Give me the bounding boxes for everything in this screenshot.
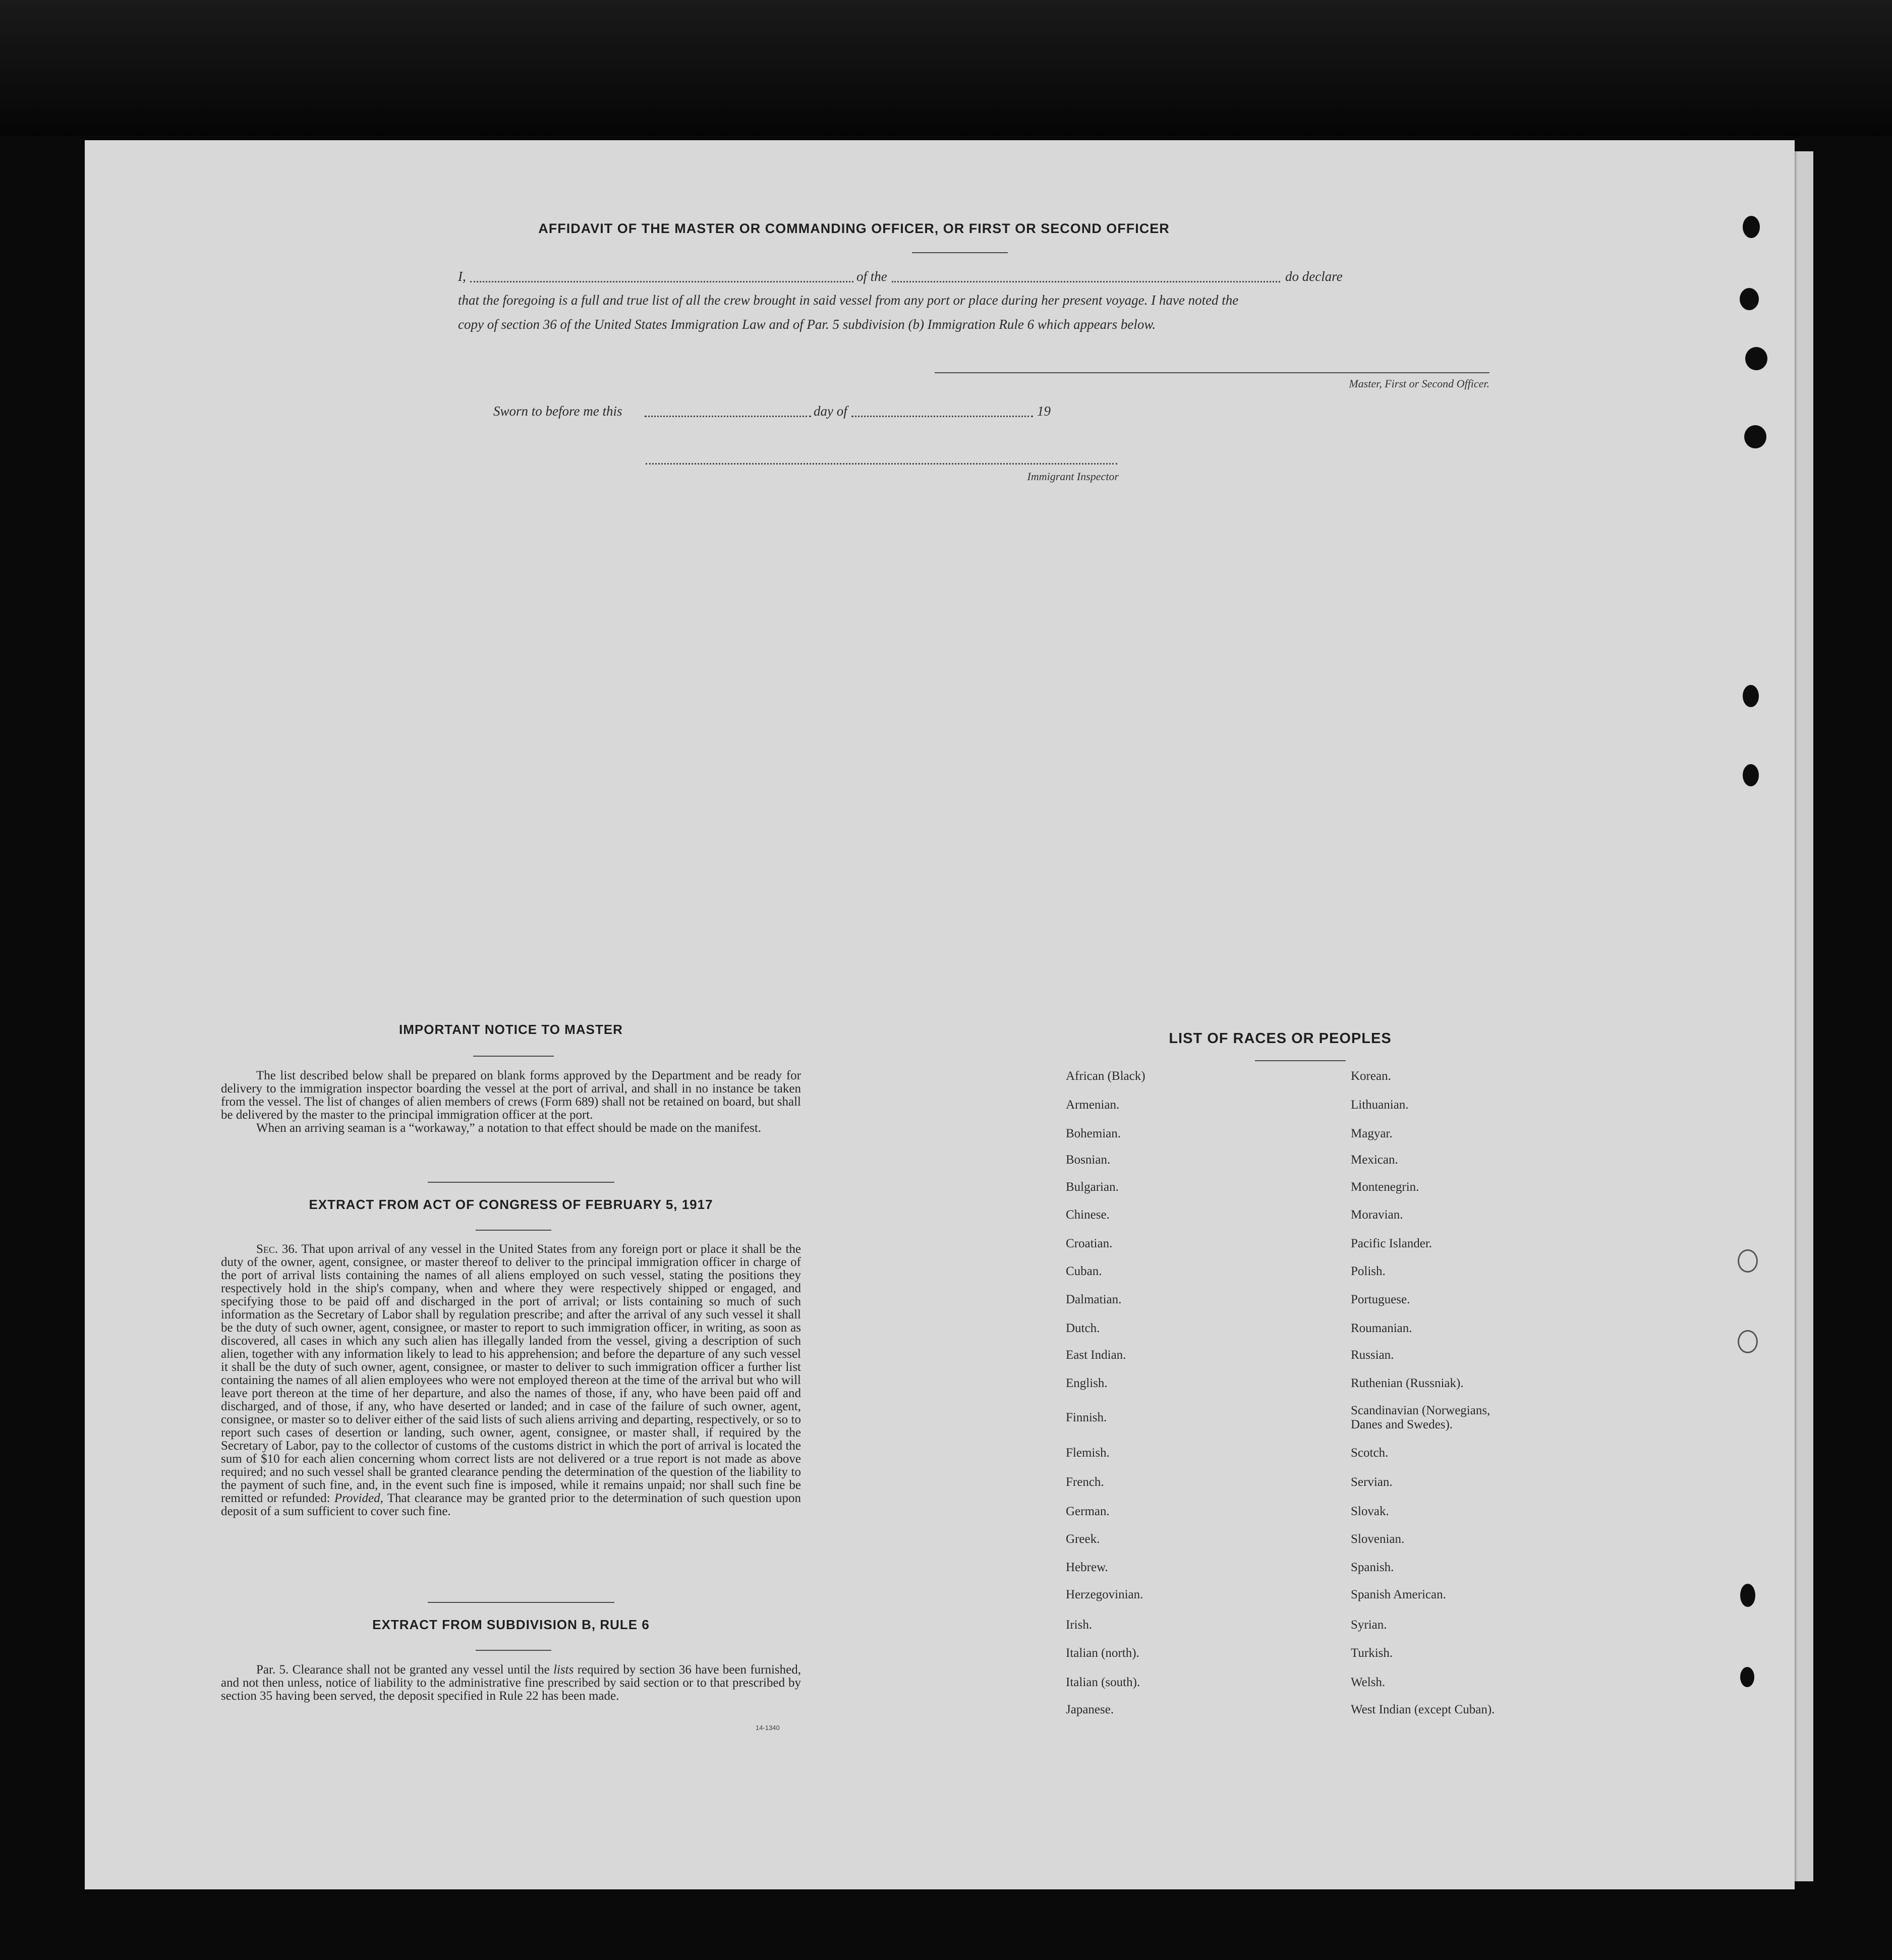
affidavit-of-the: of the [856, 269, 887, 284]
binder-hole [1743, 764, 1759, 786]
master-signature-label: Master, First or Second Officer. [1349, 377, 1489, 390]
sworn-day-blank[interactable] [645, 416, 811, 417]
rule-text-b: required by section 36 have been furnished, and not then unless, notice of liability to the administrative fine prescribed by said section or to that prescribed by section 35 having been served, the deposit specified in Rule 22 has been made. [221, 1663, 801, 1703]
form-number: 14-1340 [756, 1724, 780, 1732]
affidavit-title: AFFIDAVIT OF THE MASTER OR COMMANDING OFFICER, OR FIRST OR SECOND OFFICER [538, 221, 1170, 236]
race-item: Greek. [1066, 1532, 1100, 1546]
race-item: Scandinavian (Norwegians, Danes and Swedes). [1351, 1404, 1490, 1431]
rule-title-rule [476, 1650, 551, 1651]
race-item: Russian. [1351, 1348, 1394, 1362]
sworn-prefix: Sworn to before me this [493, 403, 622, 419]
race-item: African (Black) [1066, 1069, 1145, 1083]
race-item: Moravian. [1351, 1208, 1403, 1222]
affidavit-i: I, [458, 269, 466, 284]
act-sec-label: Sec. 36. [256, 1242, 298, 1256]
notice-body [221, 1069, 801, 1135]
binder-hole [1740, 1584, 1755, 1607]
race-item: Turkish. [1351, 1646, 1393, 1660]
race-item: Roumanian. [1351, 1321, 1412, 1335]
race-item: German. [1066, 1505, 1110, 1518]
act-proviso-label: Provided, [334, 1491, 383, 1505]
race-item: West Indian (except Cuban). [1351, 1703, 1495, 1716]
binder-hole [1738, 1330, 1758, 1353]
race-item: Armenian. [1066, 1098, 1120, 1112]
race-item: Chinese. [1066, 1208, 1110, 1222]
race-item: Hebrew. [1066, 1561, 1108, 1574]
race-item: Pacific Islander. [1351, 1237, 1432, 1250]
affidavit-line-3: copy of section 36 of the United States Immigration Law and of Par. 5 subdivision (b) Immigration Rule 6 which appears below. [458, 317, 1156, 332]
race-item: Lithuanian. [1351, 1098, 1409, 1112]
act-body [221, 1243, 801, 1518]
affidavit-title-rule [912, 252, 1008, 253]
rule-text-a: Par. 5. Clearance shall not be granted any vessel until the [256, 1663, 550, 1677]
binder-hole [1743, 685, 1759, 707]
document-page [85, 140, 1795, 1889]
race-item: Scotch. [1351, 1446, 1389, 1460]
sworn-line [493, 403, 1149, 421]
act-proviso: That clearance may be granted prior to the determination of such question upon deposit of a sum sufficient to cover such fine. [221, 1491, 801, 1518]
notice-title: IMPORTANT NOTICE TO MASTER [399, 1022, 623, 1037]
race-item: Japanese. [1066, 1703, 1114, 1716]
sworn-month-blank[interactable] [851, 416, 1033, 417]
race-item: Mexican. [1351, 1153, 1398, 1167]
inspector-label: Immigrant Inspector [1027, 470, 1119, 483]
binder-hole [1738, 1249, 1758, 1273]
affidavit-do-declare: do declare [1285, 269, 1343, 284]
master-signature-line[interactable] [935, 372, 1489, 373]
act-title: EXTRACT FROM ACT OF CONGRESS OF FEBRUARY 5, 1917 [309, 1197, 713, 1212]
race-item: French. [1066, 1475, 1104, 1489]
act-divider [428, 1602, 614, 1603]
binder-hole [1743, 216, 1760, 238]
scanner-top-band [0, 0, 1892, 136]
race-item: Croatian. [1066, 1237, 1113, 1250]
rule-text-lists: lists [553, 1663, 574, 1677]
name-blank[interactable] [470, 281, 853, 282]
race-item: Ruthenian (Russniak). [1351, 1376, 1464, 1390]
race-item: Syrian. [1351, 1618, 1387, 1632]
affidavit-line-2: that the foregoing is a full and true list of all the crew brought in said vessel from any port or place during her present voyage. I have noted the [458, 293, 1239, 308]
race-item: Italian (north). [1066, 1646, 1139, 1660]
inspector-signature-line[interactable] [646, 463, 1117, 465]
rule-body [221, 1663, 801, 1703]
binder-hole [1745, 347, 1767, 370]
race-item: Bosnian. [1066, 1153, 1111, 1167]
notice-para-1: The list described below shall be prepared on blank forms approved by the Department and be ready for delivery to the immigration inspector boarding the vessel at the port of arrival, and shall in no instance be taken from the vessel. The list of changes of alien members of crews (Form 689) shall not be retained on board, but shall be delivered by the master to the principal immigration officer at the port. [221, 1069, 801, 1122]
race-item: Portuguese. [1351, 1293, 1410, 1306]
race-item: Dalmatian. [1066, 1293, 1122, 1306]
act-title-rule [476, 1230, 551, 1231]
notice-title-rule [473, 1056, 554, 1057]
race-item: Spanish American. [1351, 1588, 1446, 1601]
race-item: Bulgarian. [1066, 1180, 1119, 1194]
binder-hole [1740, 288, 1759, 310]
binder-hole [1740, 1667, 1754, 1687]
races-title: LIST OF RACES OR PEOPLES [1169, 1030, 1392, 1047]
race-item: Magyar. [1351, 1127, 1393, 1140]
race-item: Korean. [1351, 1069, 1391, 1083]
race-item: Herzegovinian. [1066, 1588, 1143, 1601]
race-item: Dutch. [1066, 1321, 1100, 1335]
race-item: Servian. [1351, 1475, 1393, 1489]
race-item: Irish. [1066, 1618, 1093, 1632]
race-item: Cuban. [1066, 1264, 1102, 1278]
race-item: Slovenian. [1351, 1532, 1405, 1546]
race-item: Polish. [1351, 1264, 1386, 1278]
race-item: English. [1066, 1376, 1108, 1390]
race-item: Italian (south). [1066, 1676, 1140, 1689]
race-item: Bohemian. [1066, 1127, 1121, 1140]
act-text: That upon arrival of any vessel in the United States from any foreign port or place it shall be the duty of the owner, agent, consignee, or master thereof to deliver to the principal immigration officer in charge of the port of arrival lists containing the names of all aliens employed on such vessel, stating the positions they respectively hold in the ship's company, when and where they were respectively shipped or engaged, and specifying those to be paid off and discharged in the port of arrival; or lists containing so much of such information as the Secretary of Labor shall by regulation prescribe; and after the arrival of any such vessel it shall be the duty of such owner, agent, consignee, or master to report to such immigration officer, in writing, as soon as discovered, all cases in which any such alien has illegally landed from the vessel, giving a description of such alien, together with any information likely to lead to his apprehension; and before the departure of any such vessel it shall be the duty of such owner, agent, consignee, or master to deliver to such immigration officer a further list containing the names of all alien employees who were not employed thereon at the time of the arrival but who will leave port thereon at the time of her departure, and also the names of those, if any, who have been paid off and discharged, and of those, if any, who have deserted or landed; and in case of the failure of such owner, agent, consignee, or master so to deliver either of the said lists of such aliens arriving and departing, respectively, or so to report such cases of desertion or landing, such owner, agent, consignee, or master shall, if required by the Secretary of Labor, pay to the collector of customs of the customs district in which the port of arrival is located the sum of $10 for each alien concerning whom correct lists are not delivered or a true report is not made as above required; and no such vessel shall be granted clearance pending the determination of the question of the liability to the payment of such fine, and, in the event such fine is imposed, while it remains unpaid; nor shall such fine be remitted or refunded: [221, 1242, 801, 1505]
vessel-blank[interactable] [892, 281, 1280, 282]
race-item: Finnish. [1066, 1411, 1107, 1424]
race-item: Montenegrin. [1351, 1180, 1419, 1194]
affidavit-line-1 [458, 269, 1517, 286]
race-item: Welsh. [1351, 1676, 1386, 1689]
sworn-day-of: day of [814, 403, 847, 419]
binder-hole [1744, 425, 1766, 448]
race-item: Slovak. [1351, 1505, 1389, 1518]
race-item: Flemish. [1066, 1446, 1110, 1460]
sworn-year: 19 [1037, 403, 1051, 419]
race-item: East Indian. [1066, 1348, 1126, 1362]
notice-para-2: When an arriving seaman is a “workaway,” a notation to that effect should be made on the manifest. [256, 1121, 762, 1135]
races-title-rule [1255, 1060, 1346, 1061]
race-item: Spanish. [1351, 1561, 1394, 1574]
rule-title: EXTRACT FROM SUBDIVISION B, RULE 6 [372, 1617, 650, 1632]
notice-divider [428, 1182, 614, 1183]
